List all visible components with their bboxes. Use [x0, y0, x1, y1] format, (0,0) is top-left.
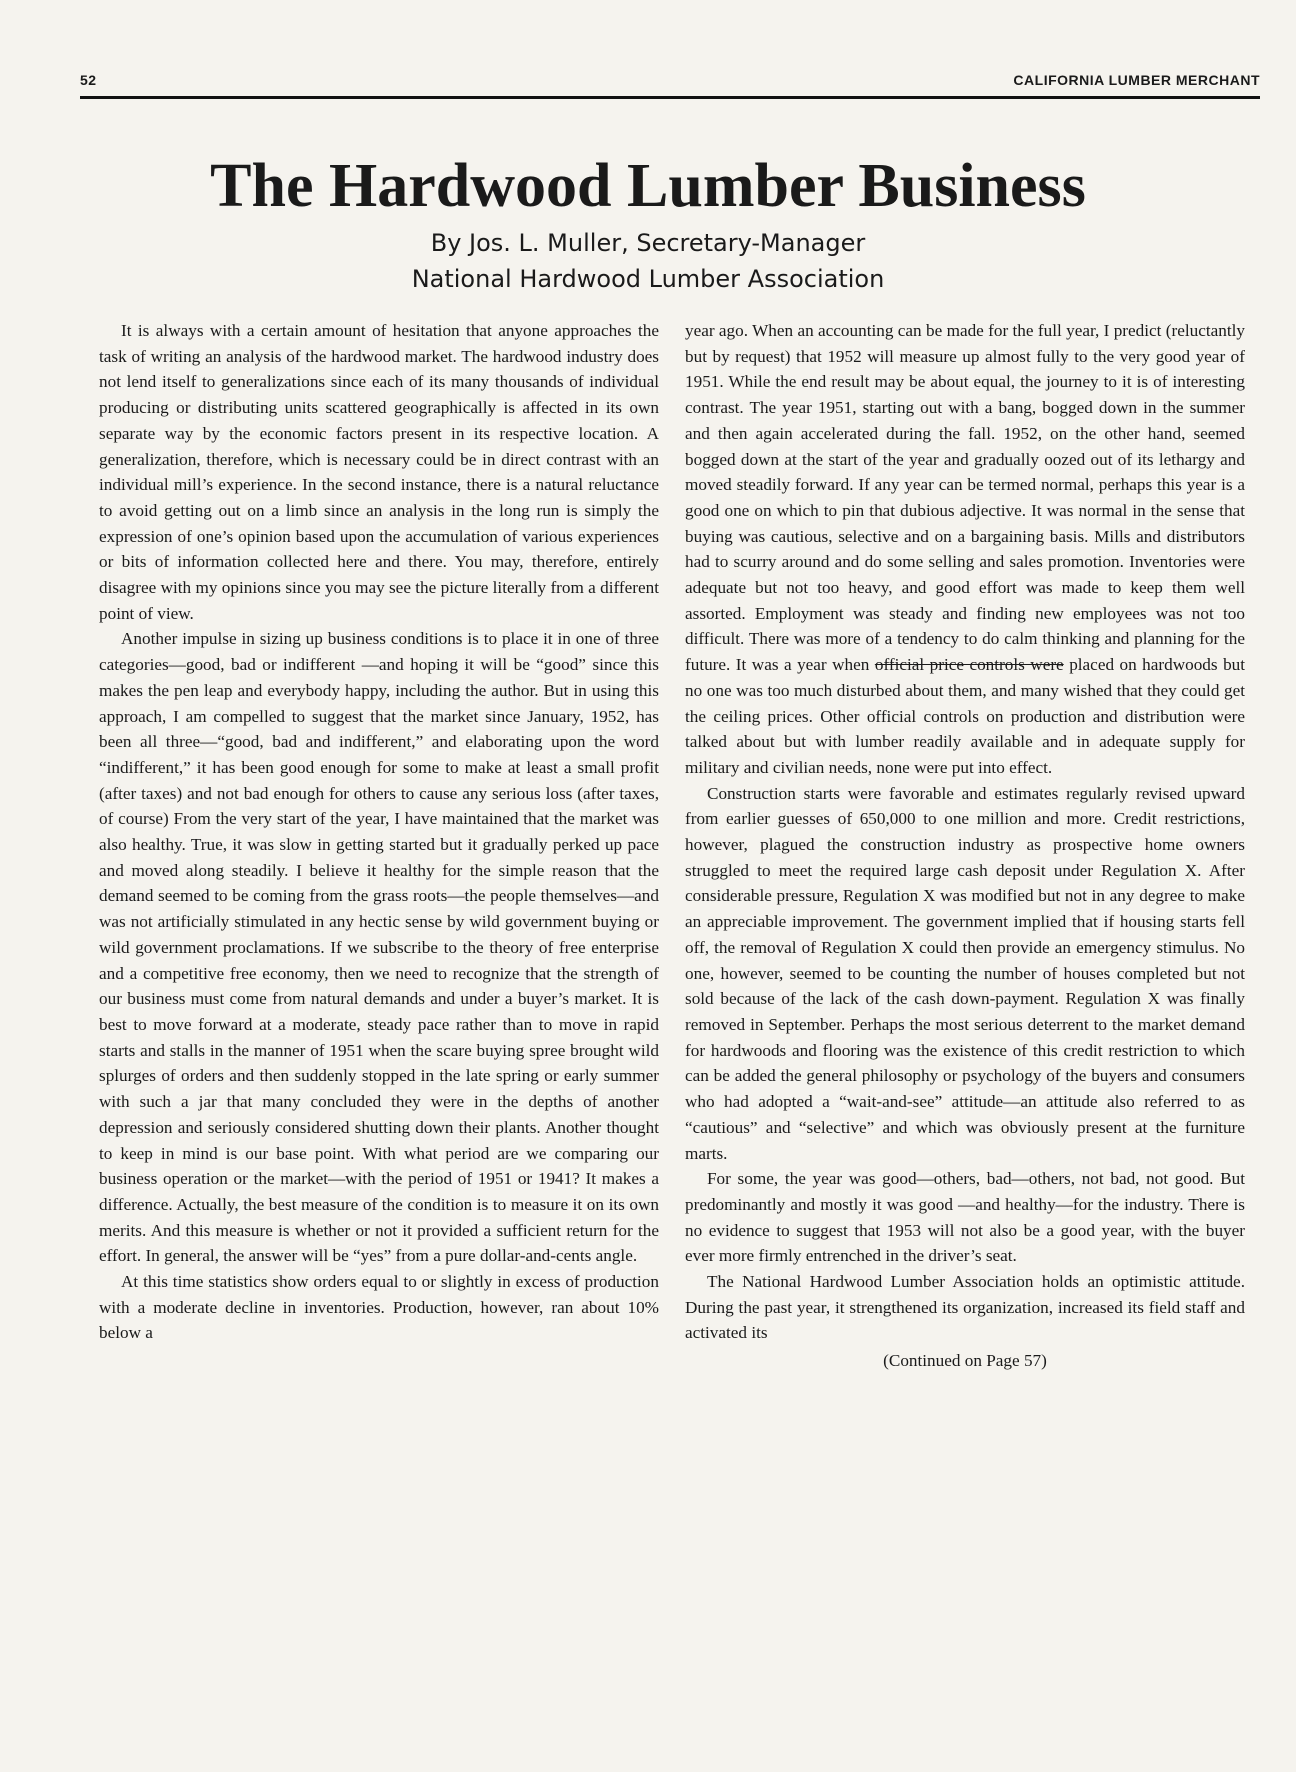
paragraph-text: placed on hardwoods but no one was too much disturbed about them, and many wished that they could get the ceiling prices. Other official controls on production and distribution were talked about but with lumber readily available and in adequate supply for military and civilian needs, none were put into effect.	[685, 655, 1246, 777]
paragraph	[685, 318, 1245, 781]
left-column	[99, 318, 659, 1346]
page-number: 52	[80, 72, 97, 88]
paragraph: Construction starts were favorable and estimates regularly revised upward from earlier guesses of 650,000 to one million and more. Credit restrictions, however, plagued the construction industry as prospective home owners struggled to meet the required large cash deposit under Regulation X. After considerable pressure, Regulation X was modified but not in any degree to make an appreciable improvement. The government implied that if housing starts fell off, the removal of Regulation X could then provide an emergency stimulus. No one, however, seemed to be counting the number of houses completed but not sold because of the lack of the cash down-payment. Regulation X was finally removed in September. Perhaps the most serious deterrent to the market demand for hardwoods and flooring was the existence of this credit restriction to which can be added the general philosophy or psychology of the buyers and consumers who had adopted a “wait-and-see” attitude—an attitude also referred to as “cautious” and “selective” and which was obviously present at the furniture marts.	[685, 783, 1245, 1163]
article-title: The Hardwood Lumber Business	[210, 152, 1086, 220]
paragraph-text: year ago. When an accounting can be made for the full year, I predict (reluctantly but by request) that 1952 will measure up almost fully to the very good year of 1951. While the end result may be about equal, the journey to it is of interesting contrast. The year 1951, starting out with a bang, bogged down in the summer and then again accelerated during the fall. 1952, on the other hand, seemed bogged down at the start of the year and gradually oozed out of its lethargy and moved steadily forward. If any year can be termed normal, perhaps this year is a good one on which to pin that dubious adjective. It was normal in the sense that buying was cautious, selective and on a bargaining basis. Mills and distributors had to scurry around and do some selling and sales promotion. Inventories were adequate but not too heavy, and good effort was made to keep them well assorted. Employment was steady and finding new employees was not too difficult. There was more of a tendency to do calm thinking and planning for the future. It was a year when	[685, 321, 1245, 675]
right-column	[685, 318, 1245, 1374]
struck-text: official price controls were	[874, 655, 1064, 675]
paragraph: Another impulse in sizing up business conditions is to place it in one of three categories—good, bad or indifferent —and hoping it will be “good” since this makes the pen leap and everybody happy, including the author. But in using this approach, I am compelled to suggest that the market since January, 1952, has been all three—“good, bad and indifferent,” and elaborating upon the word “indifferent,” it has been good enough for some to make at least a small profit (after taxes) and not bad enough for others to cause any serious loss (after taxes, of course) From the very start of the year, I have maintained that the market was also healthy. True, it was slow in getting started but it gradually perked up pace and moved along steadily. I believe it healthy for the simple reason that the demand seemed to be coming from the grass roots—the people themselves—and was not artificially stimulated in any hectic sense by wild government buying or wild government proclamations. If we subscribe to the theory of free enterprise and a competitive free economy, then we need to recognize that the strength of our business must come from natural demands and under a buyer’s market. It is best to move forward at a moderate, steady pace rather than to move in rapid starts and stalls in the manner of 1951 when the scare buying spree brought wild splurges of orders and then suddenly stopped in the late spring or early summer with such a jar that many concluded they were in the depths of another depression and seriously considered shutting down their plants. Another thought to keep in mind is our base point. With what period are we comparing our business operation or the market—with the period of 1951 or 1941? It makes a difference. Actually, the best measure of the condition is to measure it on its own merits. And this measure is whether or not it provided a sufficient return for the effort. In general, the answer will be “yes” from a pure dollar-and-cents angle.	[99, 629, 659, 1266]
paragraph: For some, the year was good—others, bad—others, not bad, not good. But predominantly and mostly it was good —and healthy—for the industry. There is no evidence to suggest that 1953 will not also be a good year, with the buyer ever more firmly entrenched in the driver’s seat.	[685, 1169, 1245, 1266]
magazine-name: CALIFORNIA LUMBER MERCHANT	[1013, 72, 1260, 88]
article-byline: By Jos. L. Muller, Secretary-Manager	[430, 229, 866, 257]
paragraph: The National Hardwood Lumber Association holds an optimistic attitude. During the past year, it strengthened its organization, increased its field staff and activated its	[685, 1272, 1245, 1343]
paragraph: It is always with a certain amount of hesitation that anyone approaches the task of writing an analysis of the hardwood market. The hardwood industry does not lend itself to generalizations since each of its many thousands of individual producing or distributing units scattered geographically is affected in its own separate way by the economic factors present in its respective location. A generalization, therefore, which is necessary could be in direct contrast with an individual mill’s experience. In the second instance, there is a natural reluctance to avoid getting out on a limb since an analysis in the long run is simply the expression of one’s opinion based upon the accumulation of various experiences or bits of information collected here and there. You may, therefore, entirely disagree with my opinions since you may see the picture literally from a different point of view.	[99, 321, 659, 623]
running-header	[80, 70, 1260, 99]
author-organization: National Hardwood Lumber Association	[411, 265, 885, 293]
paragraph: At this time statistics show orders equal to or slightly in excess of production with a moderate decline in inventories. Production, however, ran about 10% below a	[99, 1272, 659, 1343]
continued-note: (Continued on Page 57)	[883, 1351, 1047, 1371]
